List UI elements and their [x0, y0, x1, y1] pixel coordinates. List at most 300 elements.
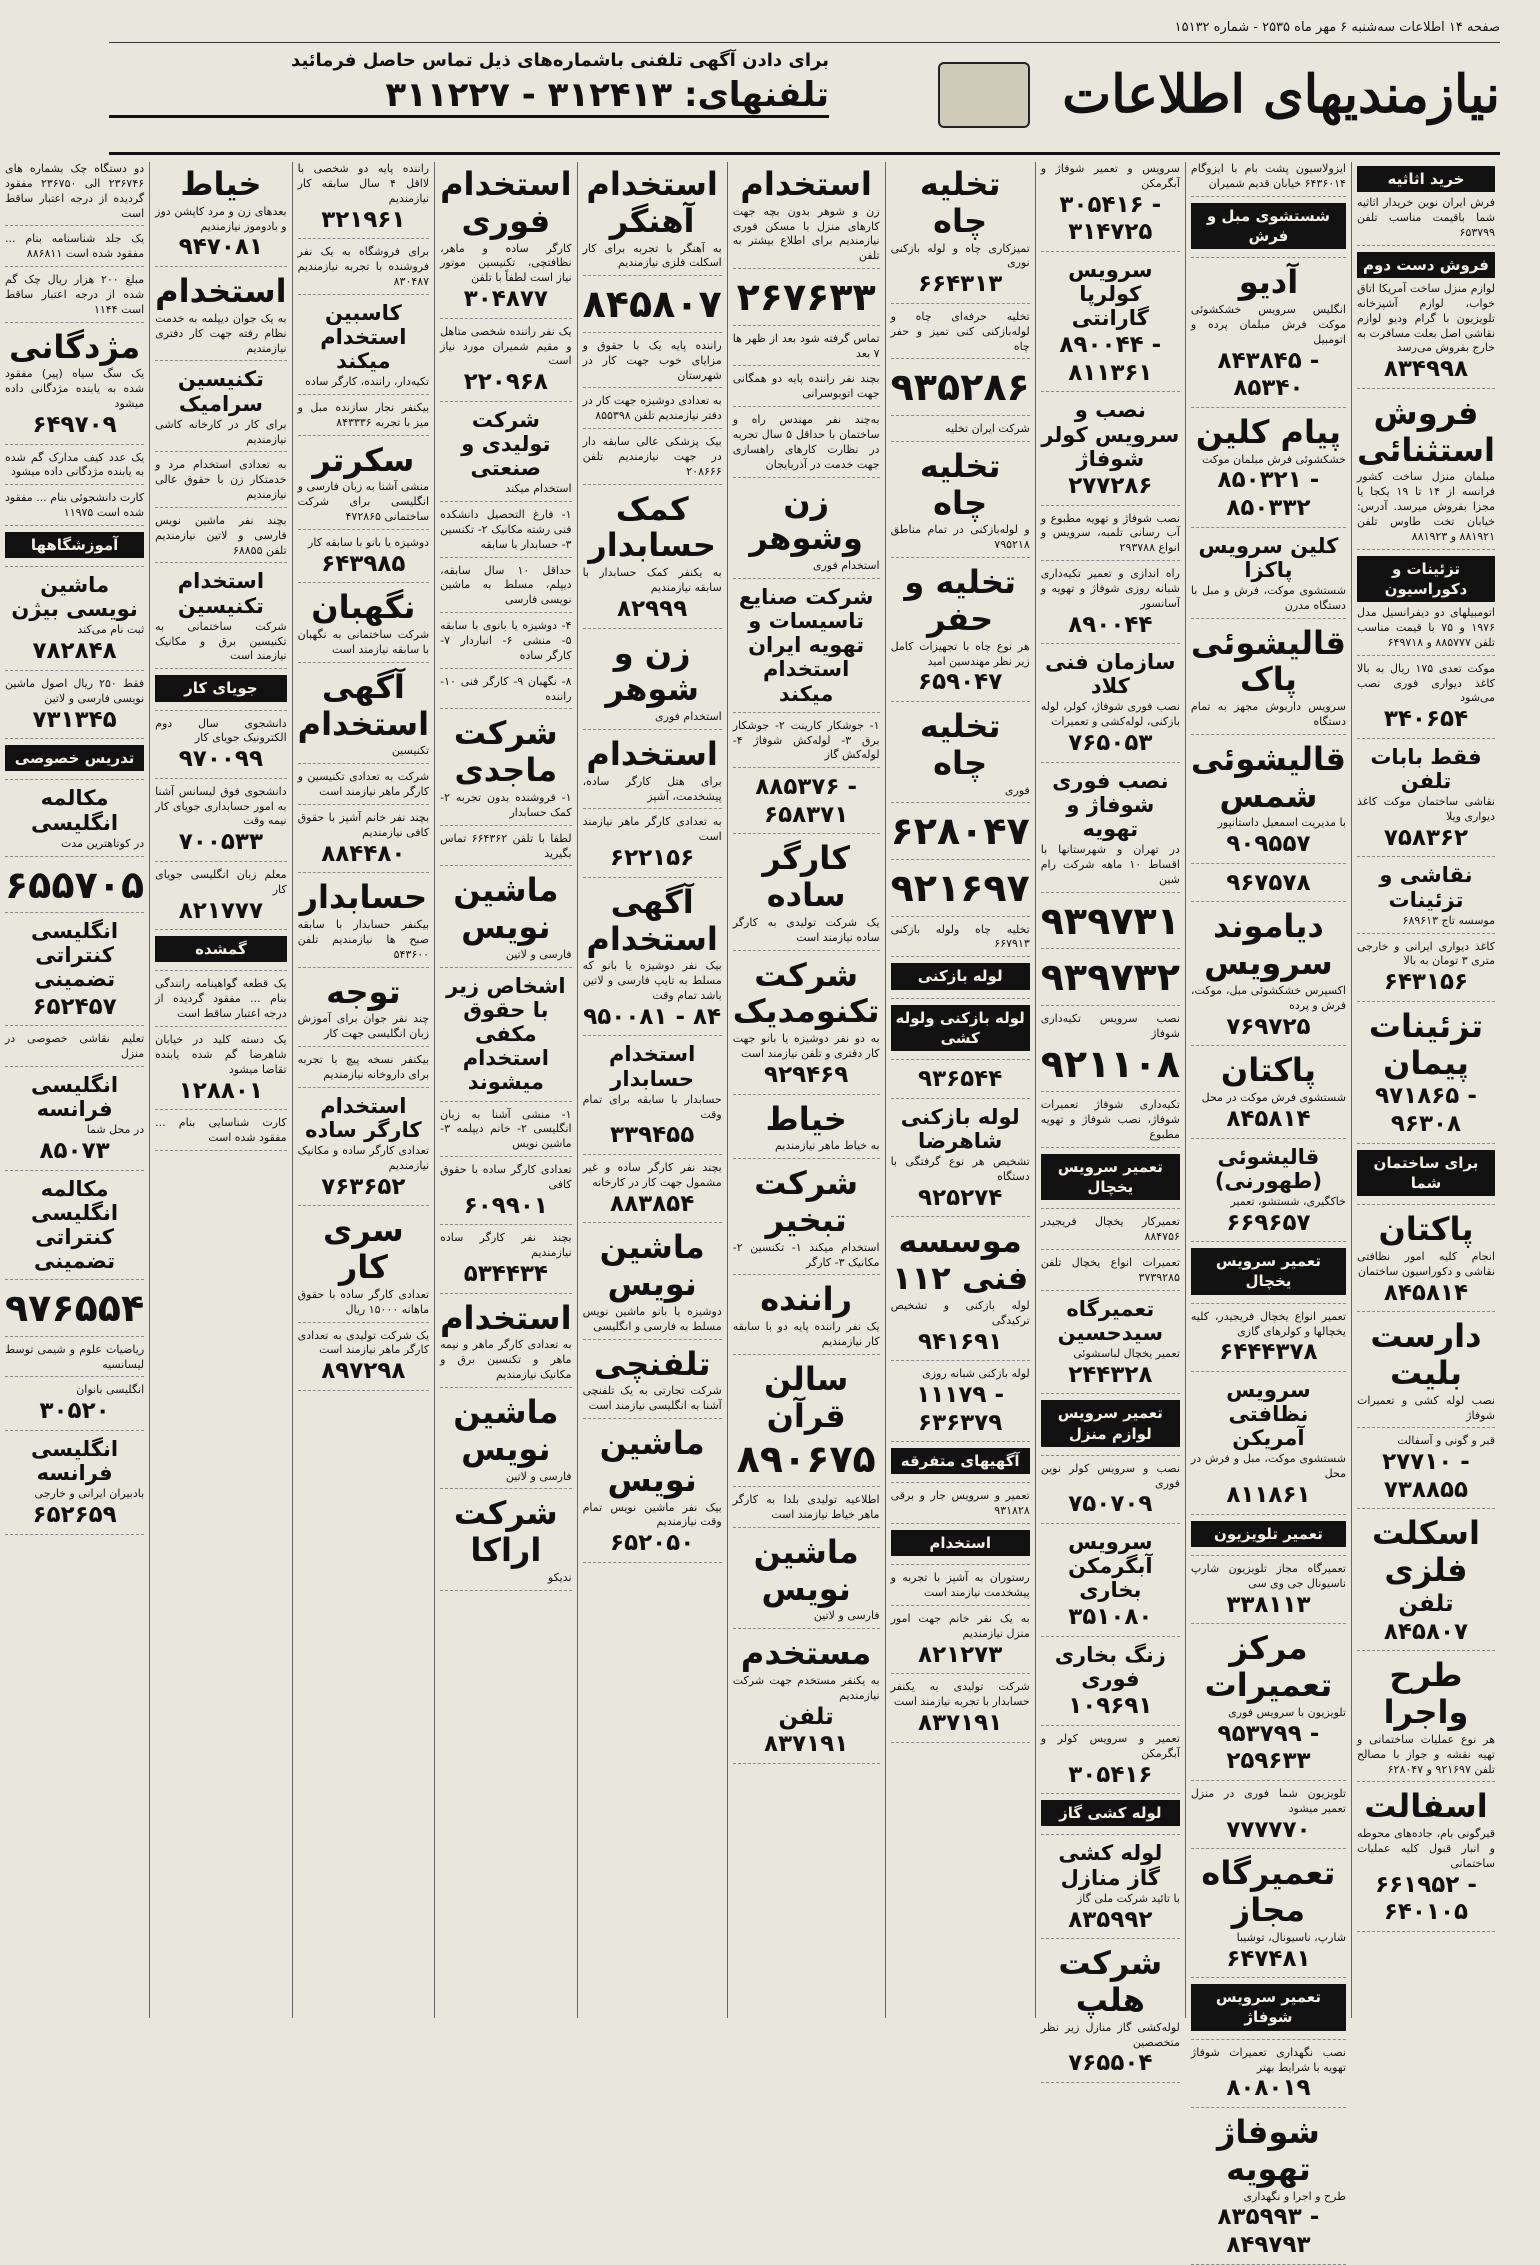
classified-ad: [733, 1281, 880, 1354]
classified-ad: [583, 1161, 722, 1223]
ad-headline: سالن قرآن: [764, 1359, 849, 1435]
ad-body: نصب سرویس تکیه‌داری شوفاژ: [1040, 1011, 1180, 1040]
classified-column: [0, 162, 149, 2018]
ad-headline: موسسه فنی ۱۱۲: [892, 1222, 1029, 1298]
ad-headline: طرح واجرا: [1383, 1656, 1469, 1732]
ad-headline: آگهی استخدام: [297, 667, 430, 743]
classified-ad: [1041, 955, 1180, 1006]
section-banner: استخدام: [891, 1530, 1030, 1556]
classified-ad: [155, 717, 286, 779]
ad-body: دانشجوی فوق لیسانس آشنا به امور حسابداری جویای کار نیمه وقت: [155, 784, 287, 828]
classified-ad: [733, 774, 880, 834]
ad-headline: استخدام تکنیسین: [177, 569, 265, 618]
ad-body: استخدام فوری: [655, 710, 722, 724]
classified-ad: [583, 491, 722, 629]
classified-ad: [155, 166, 286, 267]
ad-headline: پاکتان: [1220, 1051, 1316, 1090]
section-banner: گمشده: [155, 936, 286, 962]
classified-ad: [891, 365, 1030, 416]
ad-body: استخدام میکند ۱- تکنسین ۲- مکانیک ۳- کارگر: [732, 1240, 880, 1269]
ad-body: در کوتاهترین مدت: [60, 836, 145, 850]
classified-ad: [5, 1383, 144, 1430]
masthead: [109, 44, 1500, 152]
ad-phone-number: ۷۶۹۷۲۵: [1226, 1013, 1311, 1040]
classified-column: [149, 162, 291, 2018]
ad-headline: شرکت صنایع تاسیسات و تهویه ایران استخدام میکند: [738, 584, 874, 706]
ad-phone-number: ۹۲۱۶۹۷: [890, 866, 1030, 911]
ad-phone-number: ۶۴۹۷۰۹: [32, 411, 117, 438]
ad-body: یک جلد شناسنامه بنام ... مفقود شده است ۸۸۶۸۱۱: [4, 232, 145, 261]
ad-headline: اشخاص زیر با حقوق مکفی استخدام میشوند: [446, 973, 566, 1095]
ad-phone-number: ۲۷۷۱۰ - ۷۳۸۸۵۵: [1382, 1449, 1470, 1503]
classified-ad: [1041, 258, 1180, 393]
ad-headline: تخلیه چاه: [919, 165, 1001, 240]
ad-body: شرکت تجارتی به یک تلفنچی آشنا به انگلیسی نیازمند است: [582, 1384, 722, 1413]
ad-headline: شرکت هلپ: [1058, 1944, 1163, 2019]
ad-body: هر نوع چاه با تجهیزات کامل زیر نظر مهندسین امید: [890, 639, 1030, 668]
ad-headline: شوفاژ تهویه: [1216, 2112, 1320, 2188]
ad-body: خشکشوئی فرش مبلمان موکت: [1202, 452, 1346, 466]
classified-ad: [298, 1329, 429, 1391]
ad-phone-number: ۸۴۵۸۰۷: [582, 282, 722, 327]
ad-body: دو دستگاه چک بشماره های ۲۳۶۷۴۶ الی ۲۳۶۷۵۰ مفقود گردیده از درجه اعتبار ساقط است: [4, 162, 145, 220]
ad-headline: زن وشوهر: [749, 482, 863, 558]
ad-phone-number: ۸۴۵۸۱۴: [1383, 1279, 1469, 1306]
classified-ad: [891, 1489, 1030, 1524]
classified-ad: [1191, 1378, 1346, 1515]
classified-ad: [440, 1394, 571, 1489]
classified-ad: [891, 448, 1030, 558]
ad-body: تعمیر یخچال لباسشوئی: [1073, 1346, 1180, 1360]
classified-ad: [891, 923, 1030, 958]
ad-body: لوله‌کشی گاز منازل زیر نظر متخصصین: [1040, 2020, 1180, 2049]
section-banner: تعمیر سرویس یخچال: [1191, 1248, 1346, 1295]
classified-ad: [733, 372, 880, 407]
classified-ad: [1357, 1150, 1495, 1206]
classified-ad: [155, 273, 286, 361]
ad-body: دوشیزه یا بانو با سابقه کار: [308, 535, 430, 549]
ad-headline: فروش استثنائی: [1356, 393, 1495, 469]
classified-ad: [583, 1425, 722, 1563]
classified-ad: [5, 491, 144, 526]
ad-headline: زن و شوهر: [605, 633, 699, 709]
classified-ad: [733, 719, 880, 769]
ad-headline: استخدام: [440, 1298, 572, 1337]
ad-phone-number: ۹۲۹۴۶۹: [764, 1061, 849, 1088]
classified-ad: [891, 564, 1030, 702]
classified-ad: [5, 919, 144, 1026]
ad-body: ۴- دوشیزه یا بانوی با سابقه ۵- منشی ۶- انباردار ۷- کارگر ساده: [440, 619, 572, 662]
classified-ad: [298, 536, 429, 583]
classified-ad: [5, 451, 144, 486]
ad-headline: تخلیه چاه: [919, 707, 1001, 782]
classified-ad: [155, 868, 286, 930]
classified-ad: [298, 162, 429, 239]
ad-body: حداقل ۱۰ سال سابقه، دیپلم، مسلط به ماشین نویسی فارسی: [440, 563, 572, 607]
ad-body: شرکت تولیدی به یکنفر حسابدار با تجربه نیازمند است: [890, 1680, 1030, 1709]
classified-ad: [1191, 625, 1346, 735]
ad-body: به یک نفر خانم جهت امور منزل نیازمندیم: [890, 1612, 1030, 1640]
ad-headline: شرکت تبخیر: [754, 1164, 859, 1239]
classified-ad: [1191, 1984, 1346, 2040]
classified-column: [727, 162, 885, 2018]
ad-phone-number: ۹۳۶۵۴۴: [918, 1066, 1003, 1093]
classified-ad: [733, 1534, 880, 1629]
ad-body: تعمیر انواع یخچال فریجیدر، کلیه یخچالها و کولرهای گازی: [1190, 1309, 1346, 1338]
ad-phone-number: ۸۹۰۰۴۴: [1068, 611, 1153, 638]
ad-phone-number: ۳۰۴۸۷۷: [463, 286, 548, 313]
ad-phone-number: ۶۵۵۷۰۵: [4, 862, 145, 907]
ad-body: کارگر ساده و ماهر، نظافتچی، تکنیسین موتور نیاز است لطفاً با تلفن: [440, 241, 572, 285]
classified-ad: [1041, 899, 1180, 950]
classified-ad: [583, 394, 722, 429]
ad-body: دوشیزه یا بانو ماشین نویس مسلط به فارسی و انگلیسی: [582, 1304, 722, 1333]
ad-body: فقط ۲۵۰ ریال اصول ماشین نویسی فارسی و لاتین: [4, 676, 145, 705]
ad-body: راه اندازی و تعمیر تکیه‌داری شبانه روزی شوفاژ و تهویه و آسانسور: [1040, 567, 1180, 610]
ad-phone-number: ۹۵۰۰۸۱ - ۸۴: [583, 1003, 722, 1030]
ad-headline: راننده: [760, 1280, 853, 1319]
classified-ad: [1357, 1211, 1495, 1312]
ad-body: بیکنفر حسابدار با سابقه صبح ها نیازمندیم تلفن ۵۴۳۶۰۰: [297, 918, 430, 961]
ad-phone-number: ۸۲۹۹۹: [617, 595, 688, 622]
ad-phone-number: ۶۴۴۴۳۷۸: [1219, 1339, 1318, 1366]
ad-body: بچند نفر راننده پایه دو همگانی جهت اتوبوسرانی: [732, 372, 880, 401]
classified-ad: [440, 715, 571, 825]
ad-body: برای فروشگاه به یک نفر فروشنده با تجربه نیازمندیم ۸۳۰۴۸۷: [297, 245, 430, 288]
ad-headline: انگلیسی فرانسه: [31, 1436, 119, 1485]
section-banner: برای ساختمان شما: [1357, 1150, 1495, 1197]
ad-phone-number: ۹۳۹۷۳۱: [1040, 898, 1180, 943]
classified-ad: [583, 815, 722, 877]
ad-body: انگلیسی بانوان: [76, 1383, 145, 1397]
classified-ad: [298, 1094, 429, 1207]
classified-ad: [583, 1042, 722, 1155]
ad-phone-number: ۸۳۵۹۹۲: [1068, 1906, 1153, 1933]
ad-headline: تعمیرگاه سیدحسین: [1057, 1296, 1163, 1345]
ad-body: فوری: [1004, 783, 1030, 797]
classified-ad: [155, 1116, 286, 1151]
page-folio: صفحه ۱۴ اطلاعات سه‌شنبه ۶ مهر ماه ۲۵۳۵ - شماره ۱۵۱۳۲: [109, 20, 1500, 43]
ad-body: به خیاط ماهر نیازمندیم: [774, 1139, 880, 1153]
newspaper-page: [4, 0, 1540, 2258]
ad-headline: کاسبین استخدام میکند: [320, 300, 407, 373]
classified-ad: [1191, 870, 1346, 903]
classified-ad: [1357, 863, 1495, 933]
ad-body: قیرگونی بام، جاده‌های محوطه و انبار قبول کلیه عملیات ساختمانی: [1356, 1827, 1495, 1870]
classified-ad: [5, 329, 144, 445]
ad-phone-number: ۸۲۱۲۷۳: [918, 1641, 1003, 1668]
ad-body: شرکت به تعدادی تکنیسین و کارگر ماهر نیازمند است: [297, 770, 430, 799]
ad-body: فارسی و لاتین: [813, 1609, 880, 1623]
ad-headline: نقاشی و تزئینات: [1379, 863, 1473, 912]
classified-ad: [733, 1635, 880, 1764]
classified-ad: [891, 1612, 1030, 1674]
ad-body: بیک نفر دوشیزه یا بانو که مسلط به تایپ فارسی و لاتین باشد تمام وقت: [582, 959, 722, 1002]
ad-body: ۸- نگهبان ۹- کارگر فنی ۱۰- راننده: [440, 674, 572, 703]
ad-headline: پاکتان: [1378, 1210, 1474, 1249]
ad-body: یک عدد کیف مدارک گم شده به یابنده مژدگانی داده میشود: [4, 450, 145, 479]
classified-ad: [583, 282, 722, 333]
ad-phone-number: ۱۲۸۸۰۱: [178, 1077, 263, 1104]
ad-phone-number: ۸۰۸۰۱۹: [1226, 2075, 1311, 2102]
ad-body: شستشوی موکت، فرش و مبل با دستگاه مدرن: [1190, 583, 1346, 612]
ad-body: شرکت ایران تخلیه: [945, 422, 1030, 435]
ad-body: تخلیه چاه ولوله بازکنی ۶۶۷۹۱۳: [890, 922, 1030, 951]
classified-column: [1351, 162, 1500, 2018]
ad-phone-number: ۳۲۱۹۶۱: [321, 206, 406, 233]
classified-ad: [5, 745, 144, 780]
ad-phone-number: ۸۸۴۴۸۰: [321, 840, 406, 867]
ad-body: تعدادی کارگر ساده و مکانیک نیازمندیم: [297, 1144, 430, 1172]
ad-body: ۱- فارغ التحصیل دانشکده فنی رشته مکانیک ۲- تکنسین ۳- حسابدار با سابقه: [440, 508, 572, 551]
section-banner: لوله بازکنی ولوله کشی: [891, 1005, 1030, 1052]
classified-ad: [440, 1495, 571, 1590]
ad-body: بادبیران ایرانی و خارجی: [34, 1487, 145, 1501]
classified-ad: [891, 1680, 1030, 1742]
ad-phone-number: ۲۲۰۹۶۸: [463, 369, 548, 396]
ad-body: تماس گرفته شود بعد از ظهر ها ۷ بعد: [732, 331, 880, 360]
ad-headline: ماشین نویس: [599, 1424, 705, 1499]
ad-body: ۱- فروشنده بدون تجربه ۲- کمک حسابدار: [440, 790, 572, 819]
ad-headline: مکالمه انگلیسی: [31, 786, 119, 835]
classified-ad: [1041, 650, 1180, 763]
classified-ad: [733, 166, 880, 269]
ad-headline: استخدام: [586, 734, 718, 773]
classified-ad: [1041, 1841, 1180, 1939]
classified-ad: [155, 367, 286, 452]
ad-phone-number: ۸۹۰۶۷۵: [736, 1436, 876, 1481]
ad-body: بچند نفر کارگر ساده و غیر مشمول جهت کار در کارخانه: [582, 1160, 722, 1189]
classified-ad: [440, 166, 571, 319]
classified-ad: [1191, 1630, 1346, 1781]
ad-phone-number: ۶۶۱۹۵۲ - ۶۴۰۱۰۵: [1375, 1871, 1477, 1926]
classified-ad: [733, 332, 880, 367]
ad-body: تعمیرکار یخچال فریجیدر ۸۸۴۷۵۶: [1040, 1215, 1180, 1244]
ad-body: شارپ، ناسیونال، توشیبا: [1236, 1930, 1346, 1944]
classified-ad: [5, 232, 144, 267]
ad-headline: شرکت تولیدی و صنعتی: [461, 407, 551, 481]
ad-body: لوازم منزل ساخت آمریکا اتاق خواب، لوازم آشپزخانه تلویزیون با گرام ودیو لوازم نقاشی اصل بعلت مسافرت به خارج بفروش می‌رسد: [1356, 282, 1495, 355]
classified-ad: [1041, 1462, 1180, 1524]
ad-body: راننده پایه یک با حقوق و مزایای خوب جهت کار در شهرستان: [582, 338, 722, 382]
ad-body: انگلیس سرویس خشکشوئی موکت فرش مبلمان پرده و اتومبیل: [1190, 302, 1346, 346]
classified-ad: [1191, 414, 1346, 528]
classified-ad: [583, 435, 722, 485]
ad-headline: قالیشوئی (طهورنی): [1214, 1144, 1323, 1193]
ad-body: معلم زبان انگلیسی جویای کار: [155, 867, 287, 896]
classified-ad: [440, 564, 571, 614]
ad-body: ۱- جوشکار کارینت ۲- جوشکار برق ۳- لوله‌کش شوفاژ ۴- لوله‌کش گاز: [732, 718, 880, 762]
classified-ad: [5, 677, 144, 739]
ad-body: بیکنفر نسخه پیچ با تجربه برای داروخانه نیازمندیم: [297, 1053, 430, 1081]
ad-headline: تزئینات پیمان: [1368, 1006, 1484, 1082]
ad-headline: کلین سرویس پاکزا: [1198, 533, 1339, 582]
section-banner: آموزشگاهها: [5, 532, 144, 558]
classified-ad: [1041, 1215, 1180, 1250]
ad-headline: استخدام: [740, 165, 872, 203]
classified-ad: [891, 1448, 1030, 1483]
classified-ad: [733, 275, 880, 326]
ad-phone-number: ۹۴۷۰۸۱: [178, 234, 263, 261]
classified-ad: [5, 273, 144, 323]
classified-ad: [440, 832, 571, 867]
ad-headline: اسفالت: [1364, 1787, 1488, 1826]
ad-headline: کارگر ساده: [762, 839, 850, 915]
ad-headline: سری کار: [323, 1211, 404, 1287]
classified-column: [1035, 162, 1185, 2077]
ad-body: تکیه‌دار، راننده، کارگر ساده: [305, 375, 430, 389]
ad-phone-number: ۹۷۰۰۹۹: [178, 746, 263, 773]
classified-ad: [1041, 1297, 1180, 1395]
ad-body: اتومبیلهای دو دیفرانسیل مدل ۱۹۷۶ و ۷۵ با قیمت مناسب تلفن ۸۸۵۷۷۷ و ۶۴۹۷۱۸: [1356, 606, 1495, 649]
ad-body: موکت تعدی ۱۷۵ ریال به بالا کاغذ دیواری فوری نصب می‌شود: [1356, 661, 1495, 705]
ad-body: نصب شوفاژ و تهویه مطبوع و آب رسانی تلمبه، سرویس و انواع ۲۹۳۷۸۸: [1040, 511, 1180, 555]
ad-phone-number: ۸۱۱۸۶۱: [1226, 1482, 1311, 1509]
classified-ad: [583, 884, 722, 1037]
ad-body: به آهنگر با تجربه برای کار اسکلت فلزی نیازمندیم: [582, 241, 722, 270]
ad-phone-number: ۷۸۲۸۴۸: [32, 638, 117, 665]
ad-body: منشی آشنا به زبان فارسی و انگلیسی برای شرکت ساختمانی ۴۷۲۸۶۵: [297, 480, 430, 524]
ad-body: نصب فوری شوفاژ، کولر، لوله بازکنی، لوله‌کشی و تعمیرات: [1040, 700, 1180, 729]
ad-headline: ماشین نویس: [599, 1228, 705, 1304]
classified-ad: [1191, 741, 1346, 864]
ad-headline: لوله بازکنی شاهرضا: [900, 1104, 1020, 1153]
ad-body: انجام کلیه امور نظافتی نقاشی و دکوراسیون ساختمان: [1356, 1249, 1495, 1278]
ad-phone-number: ۸۳۴۹۹۸: [1383, 356, 1469, 383]
classified-ad: [155, 458, 286, 508]
ad-body: مبلغ ۲۰۰ هزار ریال چک گم شده از درجه اعتبار ساقط است ۱۱۴۴: [4, 273, 145, 316]
ad-body: سرویس داربوش مجهز به تمام دستگاه: [1190, 700, 1346, 728]
classified-ad: [5, 1437, 144, 1535]
ad-phone-number: ۷۶۵۵۰۴: [1068, 2050, 1153, 2077]
ad-body: تکنیسین: [391, 744, 430, 758]
classified-ad: [1041, 1643, 1180, 1726]
classified-ad: [1191, 264, 1346, 408]
ad-body: راننده پایه دو شخصی با لااقل ۴ سال سابقه کار نیازمندیم: [297, 162, 430, 205]
classified-ad: [5, 863, 144, 914]
classified-ad: [1041, 1012, 1180, 1092]
ad-body: برای کار در کارخانه کاشی نیازمندیم: [155, 417, 287, 446]
section-banner: شستشوی مبل و فرش: [1191, 203, 1346, 250]
classified-ad: [1041, 162, 1180, 252]
ad-phone-number: ۸۲۱۷۷۷: [178, 897, 263, 924]
classified-ad: [155, 977, 286, 1027]
ad-headline: ماشین نویس: [753, 1532, 859, 1608]
ad-phone-number: ۶۴۳۱۵۶: [1383, 969, 1469, 996]
classified-ad: [733, 1493, 880, 1528]
ad-body: طرح و اجرا و نگهداری: [1243, 2189, 1346, 2203]
masthead-rule: [109, 152, 1500, 155]
ad-phone-number: ۳۰۵۴۱۶ - ۳۱۴۷۲۵: [1059, 191, 1162, 246]
ad-body: دانشجوی سال دوم الکترونیک جویای کار: [155, 716, 287, 745]
classified-ad: [1041, 1256, 1180, 1291]
ad-body: ثبت نام می‌کند: [77, 623, 145, 637]
classified-ad: [1357, 745, 1495, 858]
classified-ad: [440, 872, 571, 967]
classified-ad: [1041, 567, 1180, 644]
ad-phone-number: ۷۶۳۶۵۲: [321, 1173, 406, 1200]
ad-body: برای هتل کارگر ساده، پیشخدمت، آشپز: [582, 774, 722, 803]
ad-headline: دارست بلیت: [1370, 1317, 1482, 1392]
ad-body: بیک نفر ماشین نویس تمام وقت نیازمندیم: [582, 1500, 722, 1529]
ad-phone-number: ۵۳۴۴۳۴: [463, 1261, 548, 1287]
section-banner: خرید اثاثیه: [1357, 166, 1495, 192]
classified-ad: [1357, 1318, 1495, 1428]
ad-body: تعمیر و سرویس جار و برقی ۹۳۱۸۲۸: [890, 1489, 1030, 1518]
ad-headline: اسکلت فلزی: [1371, 1514, 1480, 1590]
ad-headline: کمک حسابدار: [588, 489, 716, 565]
ad-body: اکسپرس خشکشوئی مبل، موکت، فرش و پرده: [1190, 984, 1346, 1012]
ad-body: به‌چند نفر مهندس راه و ساختمان با حداقل ۵ سال تجربه در نظارت کارهای راهسازی جهت خدمت در آذربایجان: [732, 413, 880, 471]
classified-ad: [298, 301, 429, 395]
ad-phone-number: ۸۴۳۸۴۵ - ۸۵۳۴۰: [1217, 347, 1320, 402]
ad-headline: سازمان فنی کلاد: [1045, 650, 1176, 699]
ad-body: تعمیرات انواع یخچال تلفن ۳۷۳۹۲۸۵: [1040, 1255, 1180, 1284]
masthead-emblem-icon: [938, 62, 1030, 128]
ad-body: لوله بازکنی شبانه روزی: [922, 1367, 1030, 1381]
ad-body: تخلیه حرفه‌ای چاه و لوله‌بازکنی کنی تمیز و حفر چاه: [890, 309, 1030, 353]
ad-body: تمیزکاری چاه و لوله بازکنی نوری: [890, 241, 1030, 270]
ad-phone-number: ۸۳۷۱۹۱: [918, 1709, 1003, 1736]
ad-phone-number: ۹۷۶۵۵۴: [4, 1286, 145, 1331]
ad-body: شستشوی فرش موکت در محل: [1201, 1091, 1346, 1105]
ad-headline: سکرتر: [312, 440, 415, 479]
ad-headline: خیاط: [180, 165, 262, 203]
classified-ad: [298, 1212, 429, 1322]
ad-body: ۱- منشی آشنا به زبان انگلیسی ۲- خانم دیپلمه ۳- ماشین نویس: [440, 1107, 572, 1151]
ad-headline: پیام کلین: [1195, 412, 1342, 451]
ad-body: لوله بازکنی و تشخیص ترکیدگی: [890, 1298, 1030, 1327]
classified-ad: [1041, 1400, 1180, 1456]
ad-headline: تلفنچی: [593, 1344, 711, 1383]
phones-box: [109, 50, 829, 146]
ad-phone-number: ۳۳۹۴۵۵: [610, 1122, 695, 1149]
ad-body: حسابدار با سابقه برای تمام وقت: [582, 1092, 722, 1121]
ad-body: یک دسته کلید در خیابان شاهرضا گم شده یابنده تقاضا میشود: [155, 1032, 287, 1076]
ad-headline: استخدام کارگر ساده: [305, 1093, 422, 1142]
ad-phone-number: ۶۵۲۶۵۹: [32, 1501, 117, 1528]
ad-phone-number: ۶۴۳۹۸۵: [321, 550, 406, 577]
ad-body: کاغذ دیواری ایرانی و خارجی متری ۳ تومان به بالا: [1356, 939, 1495, 968]
ad-phone-number: ۹۳۵۲۸۶: [890, 365, 1030, 410]
ad-body: به تعدادی استخدام مرد و خدمتکار زن با حقوق عالی نیازمندیم: [155, 458, 287, 502]
ad-phone-number: ۷۳۱۳۴۵: [32, 706, 117, 733]
ad-body: شستشوی موکت، مبل و فرش در محل: [1190, 1452, 1346, 1481]
classified-ad: [891, 866, 1030, 917]
ad-phone-number: ۶۶۴۳۱۳: [918, 271, 1003, 298]
section-banner: تدریس خصوصی: [5, 745, 144, 771]
classified-ad: [440, 508, 571, 558]
ad-phone-number: ۸۵۰۳۲۱ - ۸۵۰۳۳۲: [1217, 467, 1320, 521]
ad-body: بعدهای زن و مرد کاپشن دوز و بادوموز نیازمندیم: [155, 204, 287, 233]
classified-ad: [891, 1005, 1030, 1061]
ad-body: یک نفر راننده شخصی متاهل و مقیم شمیران مورد نیاز است: [440, 324, 572, 368]
ad-headline: آدیو: [1238, 263, 1299, 302]
ad-body: شرکت ساختمانی به تکنیسین برق و مکانیک نیازمند است: [155, 619, 287, 663]
classified-ad: [1041, 769, 1180, 893]
ad-headline: توجه: [326, 972, 401, 1011]
ad-body: یک شرکت تولیدی به کارگر ساده نیازمند است: [732, 915, 880, 944]
ad-body: نصب و سرویس کولر نوین فوری: [1040, 1461, 1180, 1490]
classified-ad: [891, 1571, 1030, 1606]
ad-body: تعدادی کارگر ساده با حقوق کافی: [440, 1163, 572, 1191]
ad-body: تشخیص هر نوع گرفتگی با دستگاه: [890, 1154, 1030, 1183]
ad-body: به یکنفر کمک حسابدار با سابقه نیازمندیم: [582, 566, 722, 595]
classified-column: [885, 162, 1035, 2018]
classified-ad: [583, 736, 722, 809]
classified-ad: [5, 786, 144, 856]
ad-phone-number: ۲۴۴۳۲۸: [1068, 1361, 1153, 1388]
